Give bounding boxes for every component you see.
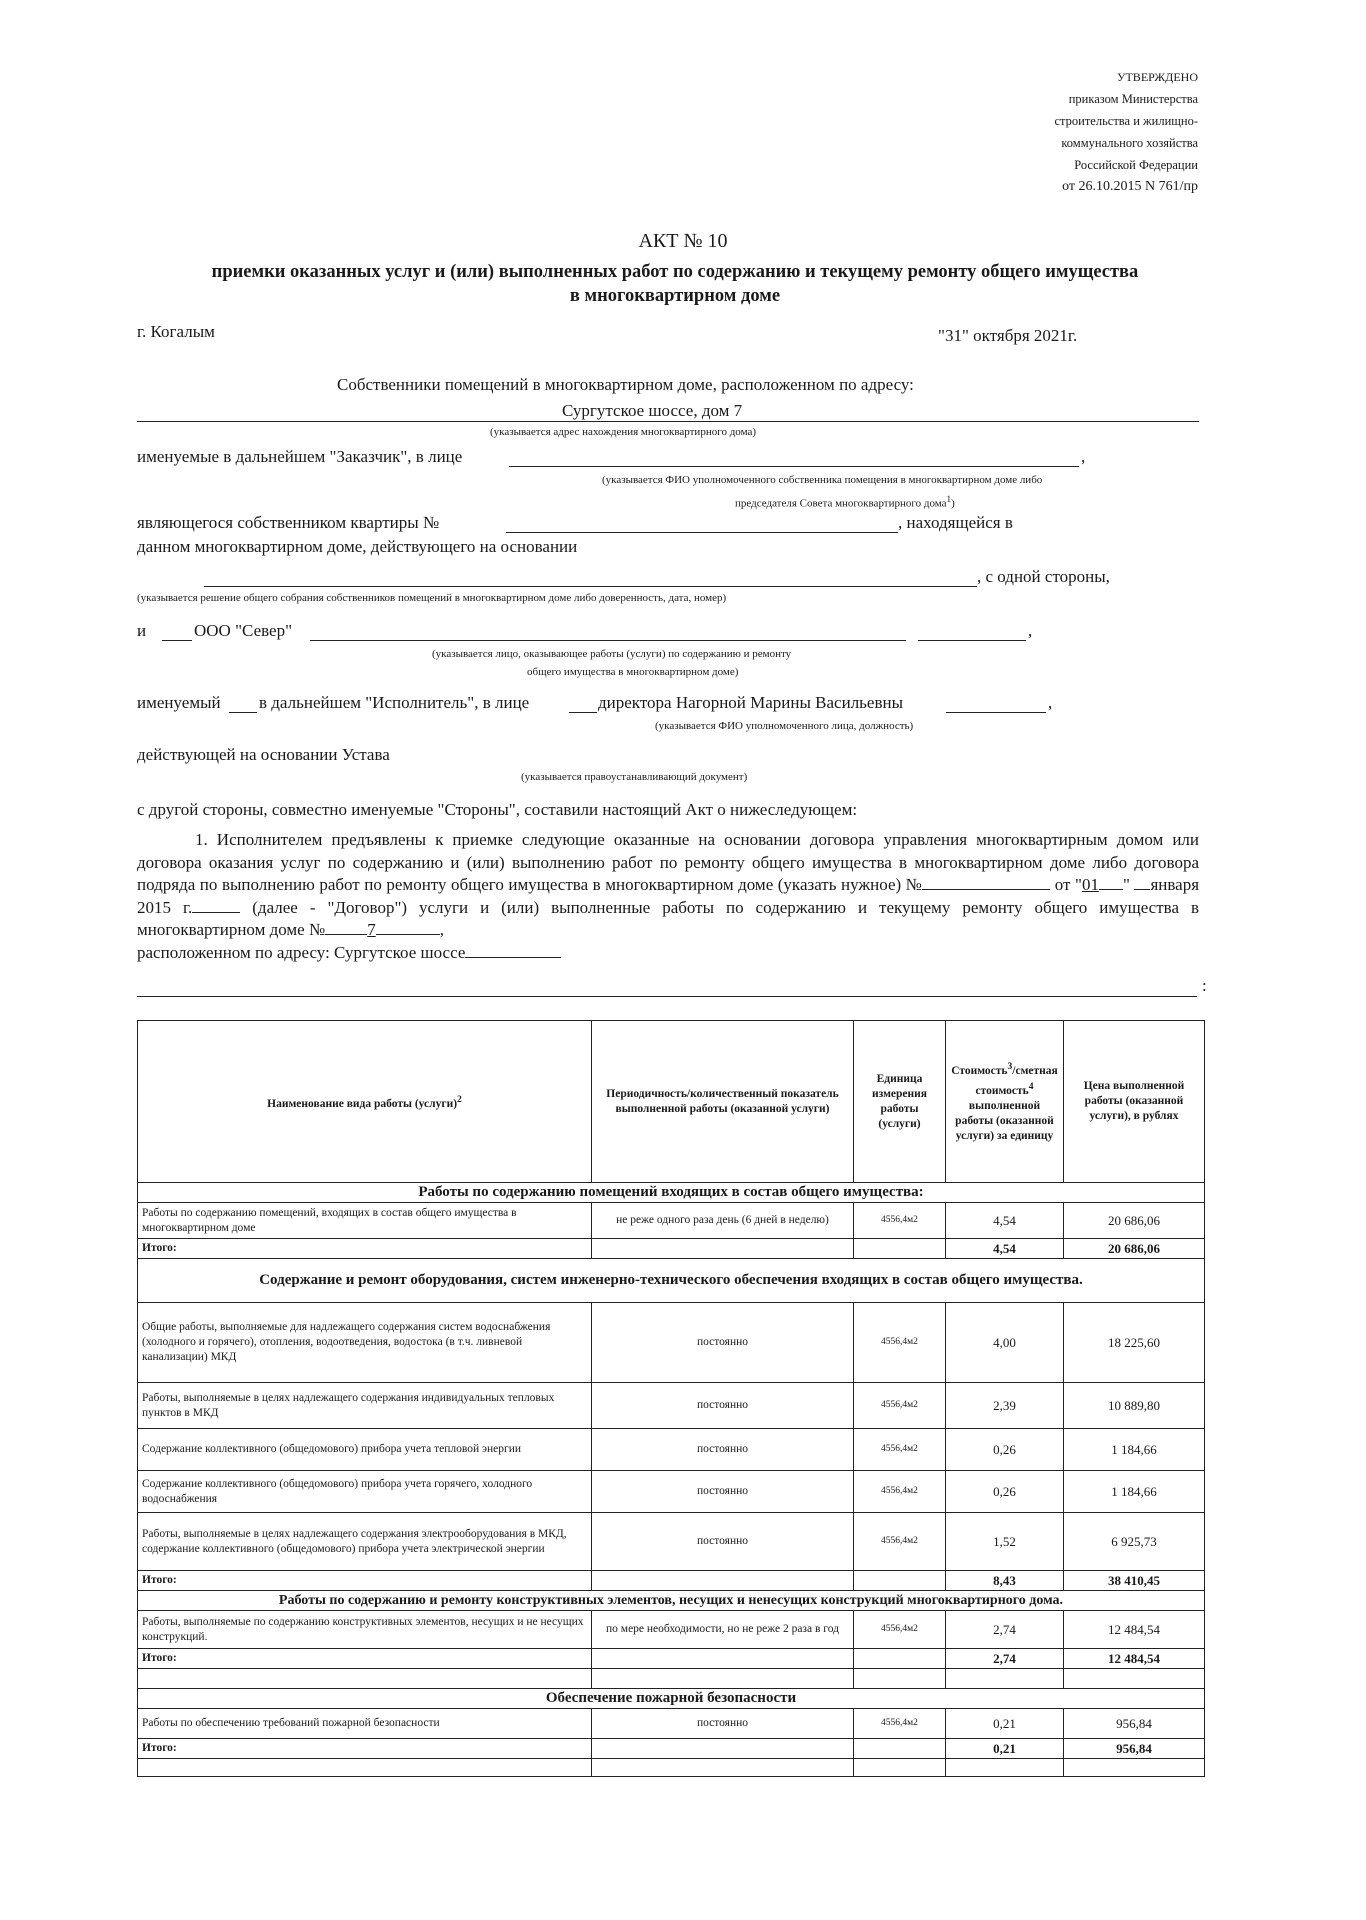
other-side-text: с другой стороны, совместно именуемые "Стороны", составили настоящий Акт о нижеследующем: <box>137 800 858 819</box>
clause-1-text-f: расположенном по адресу: Сургутское шоссе <box>137 942 466 962</box>
empty-cell <box>592 1669 854 1689</box>
contractor-underline <box>310 640 906 641</box>
contract-day: 01 <box>1081 875 1099 894</box>
contract-month: января 2015 г. <box>137 875 1200 917</box>
works-table <box>137 1020 1205 1777</box>
table-row <box>138 1303 1205 1383</box>
executor-mid: в дальнейшем "Исполнитель", в лице <box>259 693 530 712</box>
empty-cell <box>592 1571 854 1591</box>
work-price: 1 184,66 <box>1064 1429 1205 1471</box>
work-price: 1 184,66 <box>1064 1471 1205 1513</box>
work-price: 10 889,80 <box>1064 1383 1205 1429</box>
work-period: постоянно <box>592 1709 854 1739</box>
work-price: 956,84 <box>1064 1709 1205 1739</box>
total-row <box>138 1739 1205 1759</box>
comma: , <box>1028 621 1033 640</box>
col-header-cost-sup2: 4 <box>1028 1081 1034 1092</box>
total-label: Итого: <box>138 1571 592 1591</box>
work-price: 20 686,06 <box>1064 1203 1205 1239</box>
work-period: постоянно <box>592 1303 854 1383</box>
empty-cell <box>592 1649 854 1669</box>
comma: , <box>1048 693 1053 712</box>
total-price: 20 686,06 <box>1064 1239 1205 1259</box>
decision-hint: (указывается решение общего собрания собственников помещений в многоквартирном доме либо доверенность, дата, номер) <box>137 592 727 604</box>
total-cost: 4,54 <box>946 1239 1064 1259</box>
work-unit: 4556,4м2 <box>854 1513 946 1571</box>
house-address: Сургутское шоссе, дом 7 <box>562 401 743 420</box>
empty-cell <box>138 1669 592 1689</box>
one-side-label: , с одной стороны, <box>977 567 1110 586</box>
spacer-row <box>138 1759 1205 1777</box>
col-header-unit: Единица измерения работы (услуги) <box>854 1021 946 1183</box>
basis-hint: (указывается правоустанавливающий документ) <box>521 771 748 783</box>
work-unit: 4556,4м2 <box>854 1709 946 1739</box>
work-cost: 4,54 <box>946 1203 1064 1239</box>
work-unit: 4556,4м2 <box>854 1203 946 1239</box>
empty-cell <box>854 1571 946 1591</box>
approval-line: приказом Министерства <box>1068 92 1198 106</box>
work-cost: 2,39 <box>946 1383 1064 1429</box>
col-header-cost <box>946 1021 1064 1183</box>
act-title <box>130 260 1220 308</box>
approval-line: Российской Федерации <box>1074 158 1198 172</box>
work-period: не реже одного раза день (6 дней в неделю) <box>592 1203 854 1239</box>
approval-line: строительства и жилищно- <box>1054 114 1198 128</box>
table-header-row <box>138 1021 1205 1183</box>
act-number: АКТ № 10 <box>638 230 728 252</box>
table-row <box>138 1611 1205 1649</box>
and-label: и <box>137 621 147 640</box>
customer-underline <box>509 466 1079 467</box>
work-name: Работы, выполняемые в целях надлежащего содержания индивидуальных тепловых пунктов в МКД <box>138 1383 592 1429</box>
work-price: 18 225,60 <box>1064 1303 1205 1383</box>
empty-cell <box>946 1669 1064 1689</box>
total-cost: 8,43 <box>946 1571 1064 1591</box>
address-hint: (указывается адрес нахождения многоквартирного дома) <box>490 426 757 438</box>
table-row <box>138 1513 1205 1571</box>
work-cost: 4,00 <box>946 1303 1064 1383</box>
work-period: постоянно <box>592 1471 854 1513</box>
work-name: Содержание коллективного (общедомового) прибора учета горячего, холодного водоснабжения <box>138 1471 592 1513</box>
customer-label: именуемые в дальнейшем "Заказчик", в лице <box>137 447 463 466</box>
executor-underline-1 <box>229 712 257 713</box>
clause-1-text-a: 1. Исполнителем предъявлены к приемке следующие оказанные на основании договора управления многоквартирным домом или договора оказания услуг по содержанию и (или) выполнению работ по ремонту общего имущества в многоквартирном доме либо договора подряда по выполнению работ по ремонту общего имущества в многоквартирном доме (указать нужное) № <box>137 830 1199 894</box>
executor-hint: (указывается ФИО уполномоченного лица, должность) <box>655 720 914 732</box>
section-title-row <box>138 1183 1205 1203</box>
total-price: 956,84 <box>1064 1739 1205 1759</box>
empty-cell <box>854 1239 946 1259</box>
work-unit: 4556,4м2 <box>854 1471 946 1513</box>
customer-hint: (указывается ФИО уполномоченного собственника помещения в многоквартирном доме либо <box>602 474 1043 486</box>
col-header-name-sup: 2 <box>457 1093 462 1105</box>
located-label: , находящейся в <box>898 513 1013 532</box>
clause-1-text-e: , <box>439 920 444 939</box>
table-row <box>138 1709 1205 1739</box>
total-price: 12 484,54 <box>1064 1649 1205 1669</box>
clause-1-colon: : <box>1202 976 1207 995</box>
table-row <box>138 1471 1205 1513</box>
clause-1-text-d: (далее - "Договор") услуги и (или) выполненные работы по содержанию и текущему ремонту общего имущества в многоквартирном доме № <box>137 897 1200 939</box>
work-period: постоянно <box>592 1429 854 1471</box>
work-name: Работы по обеспечению требований пожарной безопасности <box>138 1709 592 1739</box>
contractor-hint: (указывается лицо, оказывающее работы (услуги) по содержанию и ремонту <box>432 648 792 660</box>
empty-cell <box>592 1739 854 1759</box>
work-unit: 4556,4м2 <box>854 1303 946 1383</box>
spacer-row <box>138 1669 1205 1689</box>
col-header-period: Периодичность/количественный показатель выполненной работы (оказанной услуги) <box>592 1021 854 1183</box>
act-title-line2: в многоквартирном доме <box>569 286 781 306</box>
house-number: 7 <box>367 920 376 939</box>
section-title: Работы по содержанию помещений входящих в состав общего имущества: <box>138 1183 1205 1203</box>
table-row <box>138 1429 1205 1471</box>
approval-block <box>898 66 1198 198</box>
col-header-cost-c: выполненной работы (оказанной услуги) за единицу <box>955 1099 1054 1142</box>
customer-hint-2: председателя Совета многоквартирного дома$^1$) <box>735 494 955 510</box>
empty-cell <box>854 1759 946 1777</box>
contractor-underline-2 <box>918 640 1026 641</box>
clause-1-text-b: от " <box>1054 875 1082 894</box>
work-name: Работы, выполняемые в целях надлежащего содержания электрооборудования в МКД, содержание коллективного (общедомового) прибора учета электрической энергии <box>138 1513 592 1571</box>
col-header-cost-a: Стоимость <box>951 1065 1008 1077</box>
empty-cell <box>854 1739 946 1759</box>
work-period: по мере необходимости, но не реже 2 раза в год <box>592 1611 854 1649</box>
total-label: Итого: <box>138 1239 592 1259</box>
empty-cell <box>854 1669 946 1689</box>
work-name: Работы по содержанию помещений, входящих в состав общего имущества в многоквартирном доме <box>138 1203 592 1239</box>
work-cost: 1,52 <box>946 1513 1064 1571</box>
work-price: 6 925,73 <box>1064 1513 1205 1571</box>
col-header-cost-sup1: 3 <box>1007 1061 1013 1073</box>
total-label: Итого: <box>138 1739 592 1759</box>
empty-cell <box>1064 1759 1205 1777</box>
total-price: 38 410,45 <box>1064 1571 1205 1591</box>
table-row <box>138 1383 1205 1429</box>
work-name: Работы, выполняемые по содержанию конструктивных элементов, несущих и не несущих конструкций. <box>138 1611 592 1649</box>
basis-underline <box>204 586 977 587</box>
section-title-row <box>138 1591 1205 1611</box>
contractor-name: ООО "Север" <box>194 621 293 640</box>
address-continuation-line <box>137 996 1197 997</box>
col-header-name-text: Наименование вида работы (услуги) <box>267 1097 458 1110</box>
act-date: "31" октября 2021г. <box>938 326 1078 345</box>
approval-line: УТВЕРЖДЕНО <box>1116 70 1198 84</box>
total-row <box>138 1649 1205 1669</box>
section-title: Содержание и ремонт оборудования, систем инженерно-технического обеспечения входящих в состав общего имущества. <box>138 1259 1205 1303</box>
section-title-row <box>138 1689 1205 1709</box>
empty-cell <box>592 1759 854 1777</box>
work-unit: 4556,4м2 <box>854 1383 946 1429</box>
work-name: Содержание коллективного (общедомового) прибора учета тепловой энергии <box>138 1429 592 1471</box>
work-name: Общие работы, выполняемые для надлежащего содержания систем водоснабжения (холодного и горячего), отопления, водоотведения, водостока (в т.ч. ливневой канализации) МКД <box>138 1303 592 1383</box>
approval-line: от 26.10.2015 N 761/пр <box>1062 179 1198 194</box>
clause-1 <box>137 829 1199 964</box>
comma: , <box>1081 447 1086 466</box>
empty-cell <box>946 1759 1064 1777</box>
acting-basis: данном многоквартирном доме, действующего на основании <box>137 537 578 556</box>
apartment-owner-label: являющегося собственником квартиры № <box>137 513 440 532</box>
and-underline <box>162 640 192 641</box>
work-cost: 0,26 <box>946 1429 1064 1471</box>
empty-cell <box>1064 1669 1205 1689</box>
total-cost: 0,21 <box>946 1739 1064 1759</box>
owners-intro: Собственники помещений в многоквартирном доме, расположенном по адресу: <box>337 375 914 394</box>
col-header-name <box>138 1021 592 1183</box>
table-row <box>138 1203 1205 1239</box>
customer-hint-2-text: председателя Совета многоквартирного дома <box>735 497 947 510</box>
executor-basis: действующей на основании Устава <box>137 745 390 764</box>
work-unit: 4556,4м2 <box>854 1611 946 1649</box>
total-row <box>138 1571 1205 1591</box>
work-cost: 0,26 <box>946 1471 1064 1513</box>
work-cost: 0,21 <box>946 1709 1064 1739</box>
executor-prefix: именуемый <box>137 693 221 712</box>
col-header-cost-b: /сметная стоимость <box>975 1065 1058 1097</box>
clause-1-text-c: " <box>1122 875 1130 894</box>
work-period: постоянно <box>592 1383 854 1429</box>
empty-cell <box>138 1759 592 1777</box>
contractor-hint-2: общего имущества в многоквартирном доме) <box>527 666 739 678</box>
total-row <box>138 1239 1205 1259</box>
address-underline <box>137 421 1199 422</box>
city: г. Когалым <box>137 322 215 341</box>
executor-underline-3 <box>946 712 1046 713</box>
col-header-price: Цена выполненной работы (оказанной услуги), в рублях <box>1064 1021 1205 1183</box>
work-price: 12 484,54 <box>1064 1611 1205 1649</box>
section-title-row <box>138 1259 1205 1303</box>
act-title-line1: приемки оказанных услуг и (или) выполненных работ по содержанию и текущему ремонту общего имущества <box>211 262 1139 282</box>
work-cost: 2,74 <box>946 1611 1064 1649</box>
section-title: Обеспечение пожарной безопасности <box>138 1689 1205 1709</box>
empty-cell <box>854 1649 946 1669</box>
empty-cell <box>592 1239 854 1259</box>
executor-person: директора Нагорной Марины Васильевны <box>598 693 904 712</box>
total-label: Итого: <box>138 1649 592 1669</box>
executor-underline-2 <box>569 712 597 713</box>
approval-line: коммунального хозяйства <box>1061 136 1198 150</box>
work-unit: 4556,4м2 <box>854 1429 946 1471</box>
work-period: постоянно <box>592 1513 854 1571</box>
apartment-underline <box>506 532 898 533</box>
total-cost: 2,74 <box>946 1649 1064 1669</box>
section-title: Работы по содержанию и ремонту конструктивных элементов, несущих и ненесущих конструкций многоквартирного дома. <box>138 1591 1205 1611</box>
